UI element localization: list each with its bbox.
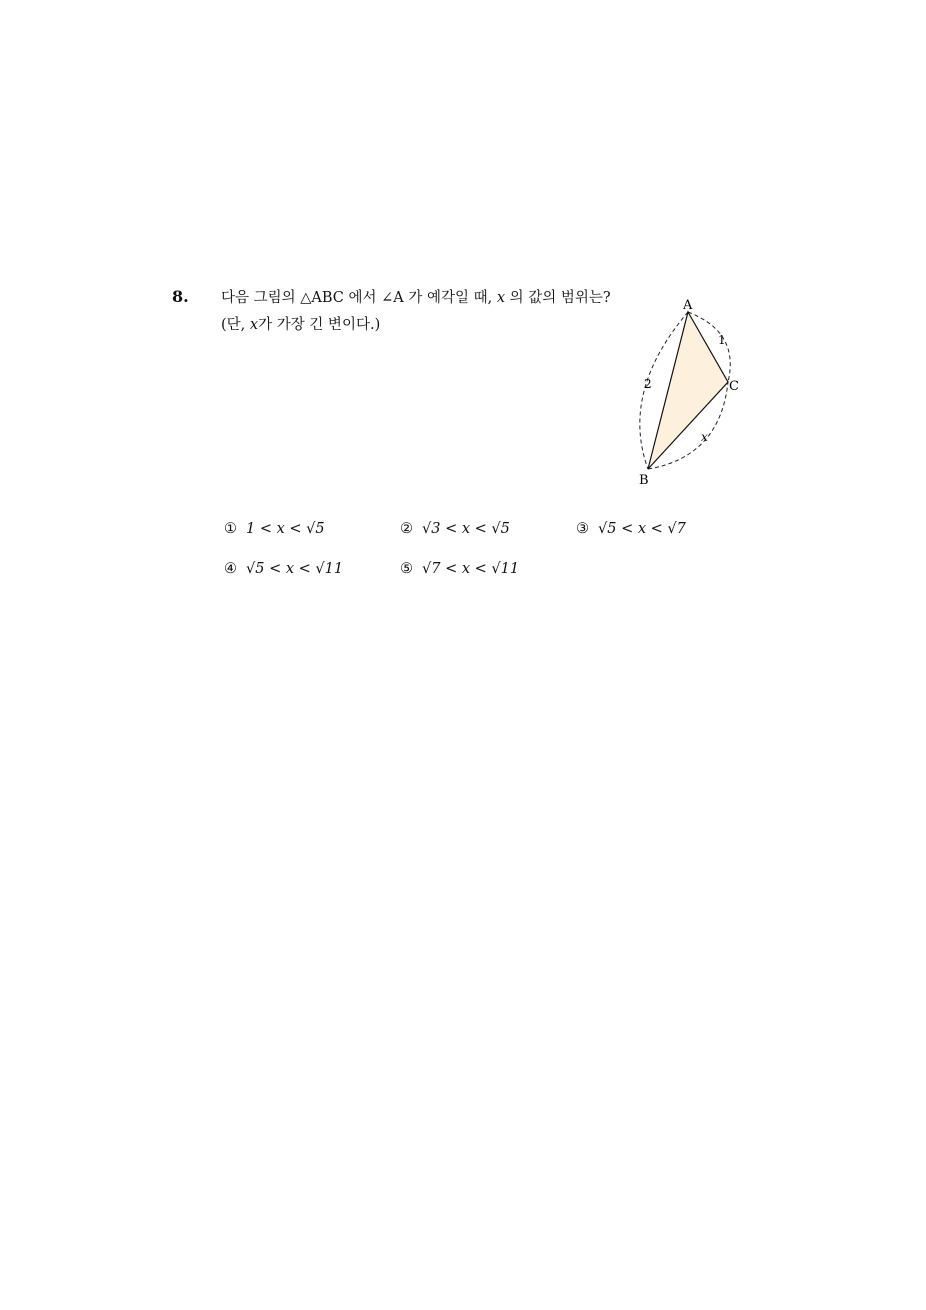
question-condition: [221, 315, 380, 335]
side-ac-label: 1: [718, 333, 726, 347]
vertex-b-label: B: [639, 473, 649, 488]
choice-marker: ①: [224, 521, 237, 537]
variable-x: x: [249, 317, 259, 333]
choice-4[interactable]: [224, 559, 343, 579]
choice-marker: ②: [400, 521, 413, 537]
choice-marker: ④: [224, 561, 237, 577]
choice-expression: √5 < x < √11: [246, 561, 344, 577]
vertex-c-label: C: [729, 379, 739, 394]
question-text-part: 의 값의 범위는?: [505, 290, 611, 306]
question-text: [221, 288, 611, 308]
choice-marker: ③: [576, 521, 589, 537]
choice-expression: 1 < x < √5: [246, 521, 325, 537]
choice-3[interactable]: [576, 519, 686, 539]
choice-expression: √7 < x < √11: [422, 561, 520, 577]
variable-x: x: [496, 290, 506, 306]
choice-marker: ⑤: [400, 561, 413, 577]
choice-2[interactable]: [400, 519, 510, 539]
side-ab-label: 2: [644, 377, 652, 391]
triangle-figure: [630, 292, 750, 492]
problem-number: 8.: [172, 287, 189, 306]
triangle-abc: [648, 312, 728, 469]
choice-5[interactable]: [400, 559, 519, 579]
side-bc-label: x: [701, 430, 708, 444]
choice-1[interactable]: [224, 519, 325, 539]
vertex-a-label: A: [683, 298, 693, 313]
condition-text-part: (단,: [221, 317, 250, 333]
condition-text-part: 가 가장 긴 변이다.): [258, 317, 381, 333]
question-text-part: 다음 그림의 △ABC 에서 ∠A 가 예각일 때,: [221, 290, 497, 306]
choice-expression: √5 < x < √7: [598, 521, 686, 537]
choice-expression: √3 < x < √5: [422, 521, 510, 537]
